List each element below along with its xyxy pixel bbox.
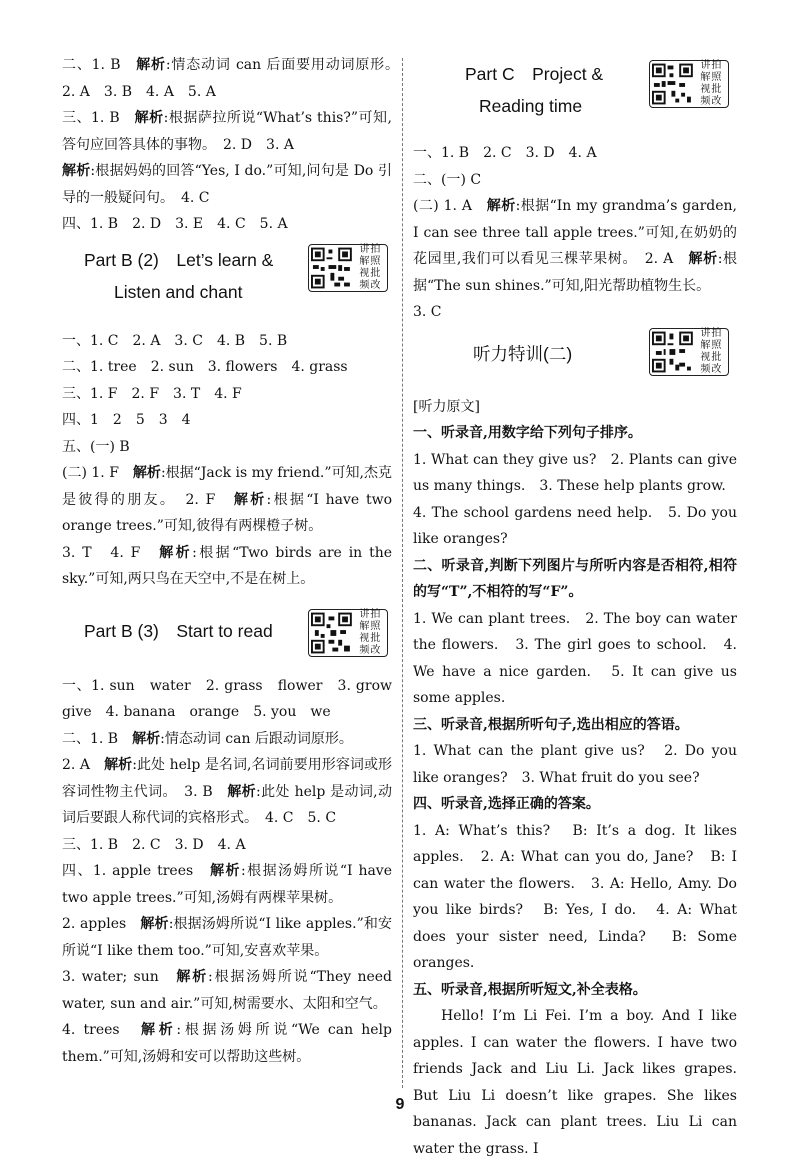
section-listening-2 bbox=[413, 328, 737, 392]
transcript-line: 1. We can plant trees. 2. The boy can water the flowers. 3. The girl goes to school. 4. We have a nice garden. 5. It can give us some apples. bbox=[413, 606, 737, 712]
answer-line: 四、1. B 2. D 3. E 4. C 5. A bbox=[62, 211, 392, 238]
transcript-line: 1. What can they give us? 2. Plants can give us many things. 3. These help plants grow. bbox=[413, 447, 737, 500]
answer-line: 三、1. F 2. F 3. T 4. F bbox=[62, 381, 392, 408]
qr-code-video[interactable] bbox=[308, 244, 388, 292]
answer-line: 二、1. tree 2. sun 3. flowers 4. grass bbox=[62, 354, 392, 381]
qr-code-icon bbox=[311, 247, 352, 289]
answer-line: 3. C bbox=[413, 299, 737, 326]
section-part-c bbox=[413, 52, 737, 138]
answers-block-3 bbox=[62, 673, 392, 1071]
answers-block-c bbox=[413, 140, 737, 326]
qr-code-video[interactable] bbox=[308, 609, 388, 657]
page-number: 9 bbox=[0, 1096, 800, 1114]
answers-block-1 bbox=[62, 52, 392, 238]
answers-block-2 bbox=[62, 328, 392, 593]
answer-line: 二、(一) C bbox=[413, 167, 737, 194]
qr-code-icon bbox=[652, 331, 693, 373]
transcript-line: 四、听录音,选择正确的答案。 bbox=[413, 791, 737, 818]
transcript-line: 4. The school gardens need help. 5. Do you like oranges? bbox=[413, 500, 737, 553]
answer-line: 2. A 解析:此处 help 是名词,名词前要用形容词或形容词性物主代词。 3. B 解析:此处 help 是动词,动词后要跟人称代词的宾格形式。 4. C 5. C bbox=[62, 752, 392, 832]
listening-transcript bbox=[413, 394, 737, 1162]
transcript-line: 1. A: What’s this? B: It’s a dog. It likes apples. 2. A: What can you do, Jane? B: I can water the flowers. 3. A: Hello, Amy. Do you like birds? B: Yes, I do. 4. A: What does your sister need, Linda? B: Some oranges. bbox=[413, 818, 737, 977]
transcript-line: 1. What can the plant give us? 2. Do you like oranges? 3. What fruit do you see? bbox=[413, 738, 737, 791]
section-title: 听力特训(二) bbox=[473, 342, 572, 366]
transcript-line: 三、听录音,根据所听句子,选出相应的答语。 bbox=[413, 712, 737, 739]
answer-line: 二、1. B 解析:情态动词 can 后跟动词原形。 bbox=[62, 726, 392, 753]
answer-line: (二) 1. F 解析:根据“Jack is my friend.”可知,杰克是彼得的朋友。 2. F 解析:根据“I have two orange trees.”可知,彼得有两棵橙子树。 bbox=[62, 460, 392, 540]
answer-line: 二、1. B 解析:情态动词 can 后面要用动词原形。 2. A 3. B 4. A 5. A bbox=[62, 52, 392, 105]
section-part-b2 bbox=[62, 240, 392, 326]
section-subtitle: Reading time bbox=[479, 94, 582, 118]
left-column bbox=[62, 52, 392, 1070]
answer-line: (二) 1. A 解析:根据“In my grandma’s garden, I can see three tall apple trees.”可知,在奶奶的花园里,我们可以看见三棵苹果树。 2. A 解析:根据“The sun shines.”可知,阳光帮助植物生长。 bbox=[413, 193, 737, 299]
answer-line: 2. apples 解析:根据汤姆所说“I like apples.”和安所说“I like them too.”可知,安喜欢苹果。 bbox=[62, 911, 392, 964]
answer-line: 四、1. apple trees 解析:根据汤姆所说“I have two apple trees.”可知,汤姆有两棵苹果树。 bbox=[62, 858, 392, 911]
answer-line: 三、1. B 2. C 3. D 4. A bbox=[62, 832, 392, 859]
answer-line: 3. water; sun 解析:根据汤姆所说“They need water, sun and air.”可知,树需要水、太阳和空气。 bbox=[62, 964, 392, 1017]
answer-line: 4. trees 解析:根据汤姆所说“We can help them.”可知,汤姆和安可以帮助这些树。 bbox=[62, 1017, 392, 1070]
right-column bbox=[413, 52, 737, 1162]
answer-line: 一、1. B 2. C 3. D 4. A bbox=[413, 140, 737, 167]
answer-line: 四、1 2 5 3 4 bbox=[62, 407, 392, 434]
answer-line: 一、1. C 2. A 3. C 4. B 5. B bbox=[62, 328, 392, 355]
qr-code-video[interactable] bbox=[649, 60, 729, 108]
section-title: Part B (3) Start to read bbox=[84, 619, 273, 643]
answer-line: 3. T 4. F 解析:根据“Two birds are in the sky.”可知,两只鸟在天空中,不是在树上。 bbox=[62, 540, 392, 593]
transcript-line: 五、听录音,根据所听短文,补全表格。 bbox=[413, 977, 737, 1004]
answer-line: 五、(一) B bbox=[62, 434, 392, 461]
qr-label: 讲拍解照视批频改 bbox=[356, 609, 385, 657]
transcript-line: [听力原文] bbox=[413, 394, 737, 421]
qr-code-icon bbox=[311, 612, 352, 654]
section-subtitle: Listen and chant bbox=[114, 280, 242, 304]
transcript-passage: Hello! I’m Li Fei. I’m a boy. And I like apples. I can water the flowers. I have two friends Jack and Liu Li. Jack likes grapes. But Liu Li doesn’t like grapes. She likes bananas. Jack can plant trees. Liu Li can water the grass. I bbox=[413, 1003, 737, 1162]
qr-label: 讲拍解照视批频改 bbox=[356, 244, 385, 292]
transcript-line: 一、听录音,用数字给下列句子排序。 bbox=[413, 420, 737, 447]
answer-line: 一、1. sun water 2. grass flower 3. grow give 4. banana orange 5. you we bbox=[62, 673, 392, 726]
qr-label: 讲拍解照视批频改 bbox=[697, 328, 726, 376]
section-part-b3 bbox=[62, 595, 392, 671]
section-title: Part B (2) Let’s learn & bbox=[84, 248, 273, 272]
column-divider bbox=[402, 58, 403, 1088]
section-title: Part C Project & bbox=[465, 62, 603, 86]
answer-line: 三、1. B 解析:根据萨拉所说“What’s this?”可知,答句应回答具体的事物。 2. D 3. A bbox=[62, 105, 392, 158]
answer-line: 解析:根据妈妈的回答“Yes, I do.”可知,问句是 Do 引导的一般疑问句。 4. C bbox=[62, 158, 392, 211]
transcript-line: 二、听录音,判断下列图片与所听内容是否相符,相符的写“T”,不相符的写“F”。 bbox=[413, 553, 737, 606]
qr-label: 讲拍解照视批频改 bbox=[697, 60, 726, 108]
qr-code-icon bbox=[652, 63, 693, 105]
qr-code-video[interactable] bbox=[649, 328, 729, 376]
